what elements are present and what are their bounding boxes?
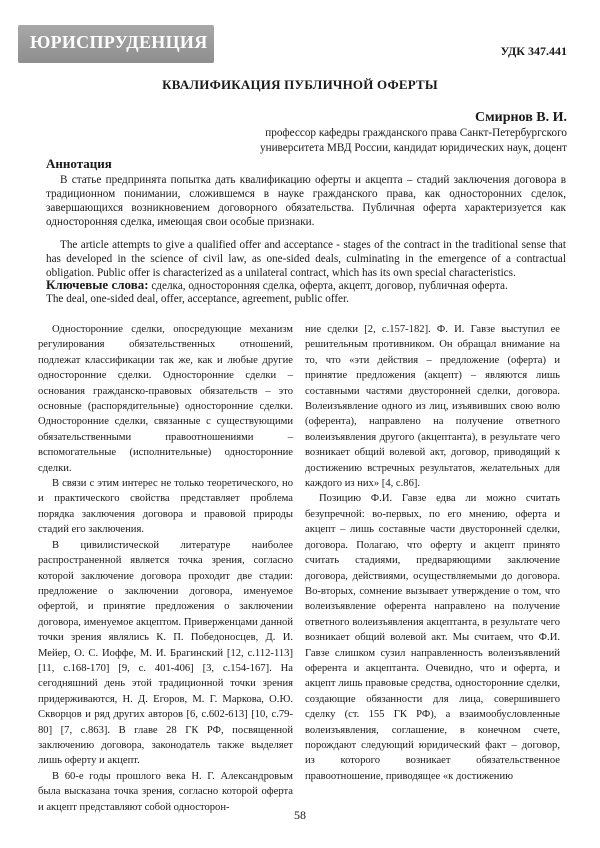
body-column-right	[305, 322, 560, 784]
page-number: 58	[294, 808, 306, 822]
body-column-left	[38, 322, 293, 815]
body-paragraph: В 60-е годы прошлого века Н. Г. Александровым была высказана точка зрения, согласно которой оферта и акцепт представляют собой односторон-	[38, 770, 293, 813]
keywords-ru-text: сделка, односторонняя сделка, оферта, акцепт, договор, публичная оферта.	[151, 280, 508, 292]
keywords-label: Ключевые слова:	[46, 277, 149, 292]
author-affiliation: профессор кафедры гражданского права Санкт-Петербургского университета МВД России, кандидат юридических наук, доцент	[259, 127, 567, 154]
abstract-english: The article attempts to give a qualified offer and acceptance - stages of the contract in the traditional sense that has developed in the science of civil law, as one-sided deals, culminating in the emergence of a contractual obligation. Public offer is characterized as a unilateral contract, which has its own special characteristics.	[46, 239, 566, 279]
keywords-russian	[46, 277, 566, 294]
section-banner-label: ЮРИСПРУДЕНЦИЯ	[30, 32, 208, 52]
abstract-russian: В статье предпринята попытка дать квалификацию оферты и акцепта – стадий заключения договора в традиционном понимании, сложившемся в науке гражданского права, как односторонних сделок, завершающихся возникновением договорного обязательства. Публичная оферта характеризуется как односторонняя сделка, имеющая свои особые признаки.	[46, 174, 566, 228]
article-title: КВАЛИФИКАЦИЯ ПУБЛИЧНОЙ ОФЕРТЫ	[162, 77, 438, 92]
section-banner	[18, 25, 214, 63]
body-paragraph: Односторонние сделки, опосредующие механизм регулирования обязательственных отношений, подлежат классификации так же, как и любые другие односторонние сделки. Односторонние сделки – основания гражданско-правовых обязательств – это основные (распорядительные) односторонние сделки. Односторонние сделки, связанные с существующими обязательственными правоотношениями – вспомогательные (исполнительные) односторонние сделки.	[38, 324, 293, 474]
udk-code: УДК 347.441	[500, 44, 567, 58]
body-paragraph: В цивилистической литературе наиболее распространенной является точка зрения, согласно которой заключение договора проходит две стадии: предложение о заключении договора, именуемое офертой, и принятие предложения о заключении договора, именуемое акцептом. Приверженцами данной точки зрения являлись К. П. Победоносцев, Д. И. Мейер, О. С. Иоффе, М. И. Брагинский [12, с.112-113] [11, с.168-170] [9, с. 401-406] [3, с.154-167]. На сегодняшний день этой традиционной точки зрения придерживаются, Н. Д. Егоров, М. Г. Маркова, О.Ю. Скворцов и ряд других авторов [6, с.602-613] [10, с.79-80] [7, с.863]. В главе 28 ГК РФ, посвященной заключению договора, законодатель также выделяет лишь оферту и акцепт.	[38, 539, 293, 767]
keywords-english: The deal, one-sided deal, offer, acceptance, agreement, public offer.	[46, 293, 349, 305]
body-paragraph: ние сделки [2, с.157-182]. Ф. И. Гавзе выступил ее решительным противником. Он обращал внимание на то, что «эти действия – предложение (оферта) и принятие предложения (акцепт) – являются лишь составными частями двусторонней сделки, договора. Волеизъявление одного из лиц, изъявивших свою волю (оферента), направлено на получение ответного волеизъявления другого (акцептанта), в результате чего возникает общий волевой акт, договор, приводящий к достижению встречных результатов, желательных для каждого из них» [4, с.86].	[305, 324, 560, 490]
body-paragraph: В связи с этим интерес не только теоретического, но и практического свойства представляет проблема порядка заключения договора и правовой природы стадий его заключения.	[38, 478, 293, 536]
abstract-heading: Аннотация	[46, 156, 112, 171]
author-name: Смирнов В. И.	[474, 110, 567, 125]
body-paragraph: Позицию Ф.И. Гавзе едва ли можно считать безупречной: во-первых, по его мнению, оферта и акцепт – лишь составные части двусторонней сделки, договора. Полагаю, что оферту и акцепт принято считать стадиями, предваряющими заключение договора, действиями, осуществляемыми до договора. Во-вторых, сомнение вызывает утверждение о том, что волеизъявление оферента направлено на получение ответного волеизъявления акцептанта, в результате чего возникает общий волевой акт. Мы считаем, что Ф.И. Гавзе слишком сузил направленность волеизъявлений оферента и акцептанта. Очевидно, что и оферта, и акцепт лишь правовые средства, односторонние сделки, создающие обязанности для лица, совершившего сделку (ст. 155 ГК РФ), а взаимообусловленные волеизъявления, соглашение, в конечном счете, порождают следующий юридический факт – договор, из которого возникает обязательственное правоотношение, приводящее «к достижению	[305, 493, 560, 782]
